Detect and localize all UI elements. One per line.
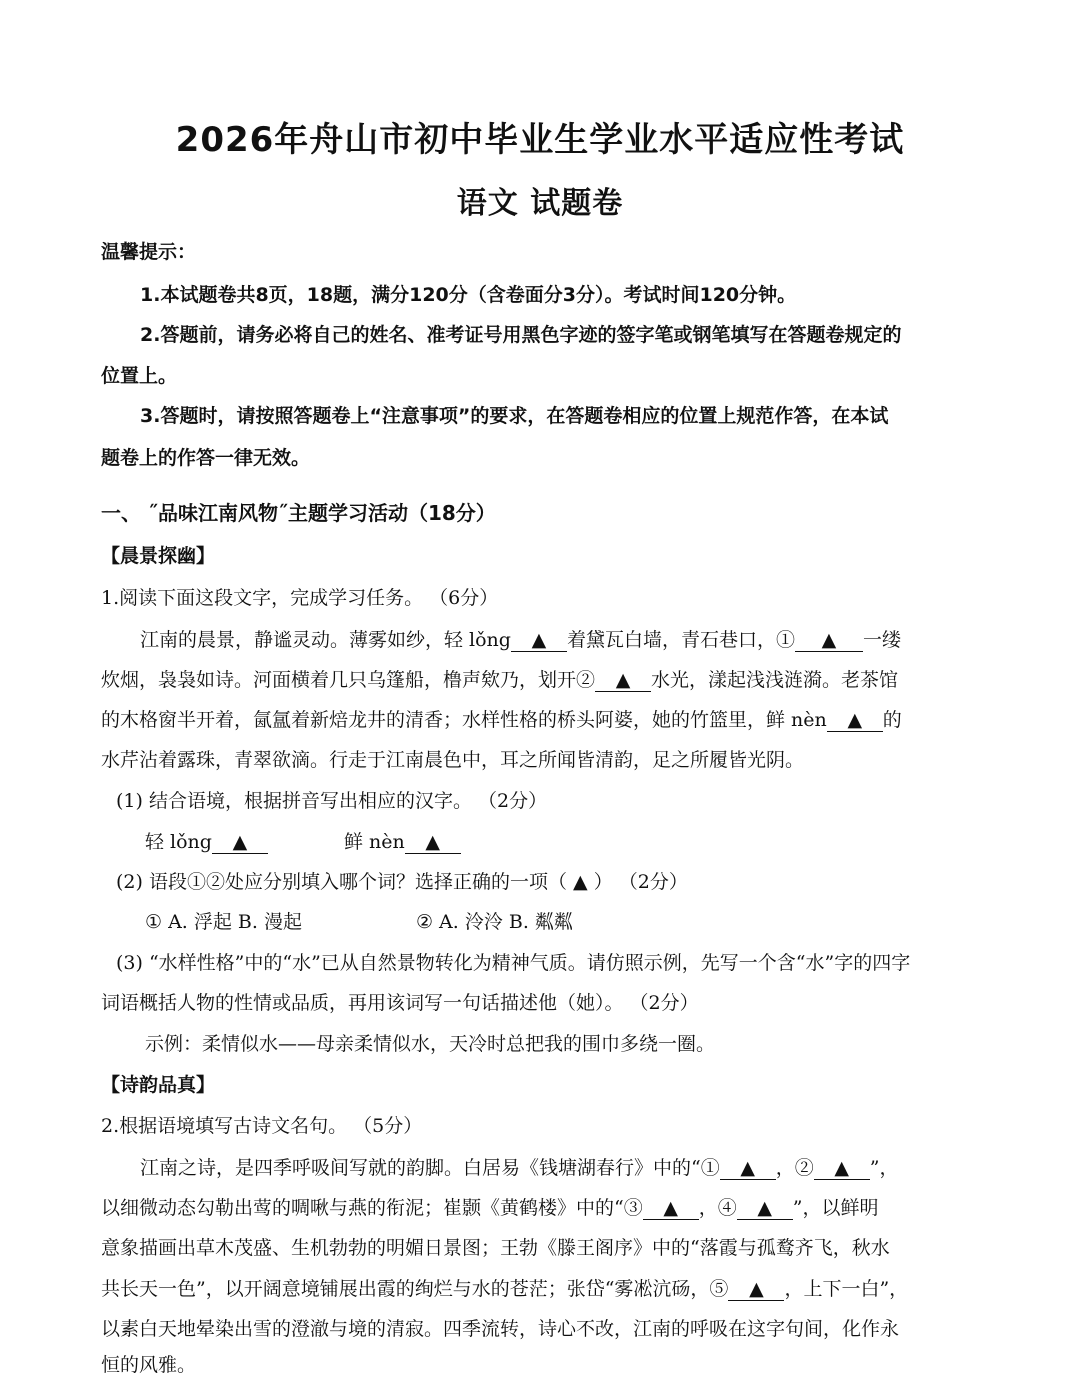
answer-blank: ▲ [405,831,461,854]
passage-text: 江南的晨景，静谧灵动。薄雾如纱，轻 lǒng [140,629,511,651]
answer-blank-2: ▲ [595,669,651,692]
poetry-line-3: 意象描画出草木茂盛、生机勃勃的明媚日景图；王勃《滕王阁序》中的“落霞与孤鹜齐飞，秋水 [101,1237,890,1259]
subsection-morning: 【晨景探幽】 [101,545,216,567]
section-1-title: 一、 ˝品味江南风物˝主题学习活动（18分） [101,501,496,525]
passage-line-2 [101,667,986,693]
answer-blank: ▲ [511,629,567,652]
notice-line-3a: 3.答题时，请按照答题卷上“注意事项”的要求，在答题卷相应的位置上规范作答，在本试 [140,405,889,427]
notice-line-3b: 题卷上的作答一律无效。 [101,447,311,469]
notice-heading: 温馨提示： [101,241,197,263]
passage-line-4: 水芹沾着露珠，青翠欲滴。行走于江南晨色中，耳之所闻皆清韵，足之所履皆光阴。 [101,749,805,771]
poetry-line-5: 以素白天地晕染出雪的澄澈与境的清寂。四季流转，诗心不改，江南的呼吸在这字句间，化作永 [101,1318,900,1340]
passage-text: 江南之诗，是四季呼吸间写就的韵脚。白居易《钱塘湖春行》中的“① [140,1157,720,1179]
passage-text: 的木格窗半开着，氤氲着新焙龙井的清香；水样性格的桥头阿婆，她的竹篮里，鲜 nèn [101,709,827,731]
question-text: ） （2分） [593,871,688,893]
answer-blank: ▲ [827,709,883,732]
passage-text: 炊烟，袅袅如诗。河面横着几只乌篷船，橹声欸乃，划开② [101,669,596,691]
passage-line-3 [101,707,986,733]
question-text: (2) 语段①②处应分别填入哪个词？选择正确的一项（ [116,871,567,893]
poetry-line-2 [101,1195,986,1221]
passage-text: 一缕 [862,629,901,651]
sub-question-2 [116,869,1001,895]
pinyin-label: 鲜 nèn [343,831,405,853]
option-group-1: ① A. 浮起 B. 漫起 [145,911,302,933]
option-group-2: ② A. 泠泠 B. 粼粼 [415,911,573,933]
answer-blank: ▲ [212,831,268,854]
answer-blank-1: ▲ [795,629,863,652]
passage-text: ，④ [698,1197,737,1219]
passage-text: ，② [775,1157,814,1179]
notice-line-2b: 位置上。 [101,365,178,387]
poetry-line-1 [140,1155,986,1181]
sub-question-3a: (3) “水样性格”中的“水”已从自然景物转化为精神气质。请仿照示例，先写一个含“水”字的四字 [116,952,911,974]
passage-text: 着黛瓦白墙，青石巷口，① [566,629,795,651]
subsection-poetry: 【诗韵品真】 [101,1074,216,1096]
pinyin-label: 轻 lǒng [145,831,212,853]
answer-blank-5: ▲ [728,1278,784,1301]
question-2-stem: 2.根据语境填写古诗文名句。 （5分） [101,1115,423,1137]
sub-question-3b: 词语概括人物的性情或品质，再用该词写一句话描述他（她）。 （2分） [101,992,699,1014]
example-line: 示例：柔情似水——母亲柔情似水，天冷时总把我的围巾多绕一圈。 [145,1033,716,1055]
passage-text: 共长天一色”，以开阔意境铺展出霞的绚烂与水的苍茫；张岱“雾凇沆砀，⑤ [101,1278,729,1300]
passage-text: ，上下一白”， [784,1278,909,1300]
answer-blank-3: ▲ [643,1197,699,1220]
sub-question-2-options [145,909,1030,935]
poetry-line-6: 恒的风雅。 [101,1354,197,1376]
passage-text: ”， [869,1157,899,1179]
answer-blank-2: ▲ [814,1157,870,1180]
poetry-line-4 [101,1276,986,1302]
passage-text: 的 [882,709,902,731]
passage-line-1 [140,627,986,653]
sub-question-1-blanks [145,829,1030,855]
passage-text: 以细微动态勾勒出莺的啁啾与燕的衔泥；崔颢《黄鹤楼》中的“③ [101,1197,643,1219]
answer-blank-4: ▲ [737,1197,793,1220]
answer-marker: ▲ [573,871,588,893]
answer-blank-1: ▲ [720,1157,776,1180]
exam-title: 2026年舟山市初中毕业生学业水平适应性考试 [175,120,905,160]
question-1-stem: 1.阅读下面这段文字，完成学习任务。 （6分） [101,587,499,609]
passage-text: 水光，漾起浅浅涟漪。老茶馆 [651,669,899,691]
notice-line-2a: 2.答题前，请务必将自己的姓名、准考证号用黑色字迹的签字笔或钢笔填写在答题卷规定的 [140,324,902,346]
exam-subtitle: 语文 试题卷 [456,186,624,221]
notice-line-1: 1.本试题卷共8页，18题，满分120分（含卷面分3分）。考试时间120分钟。 [140,284,797,306]
passage-text: ”，以鲜明 [792,1197,879,1219]
sub-question-1: (1) 结合语境，根据拼音写出相应的汉字。 （2分） [116,790,548,812]
